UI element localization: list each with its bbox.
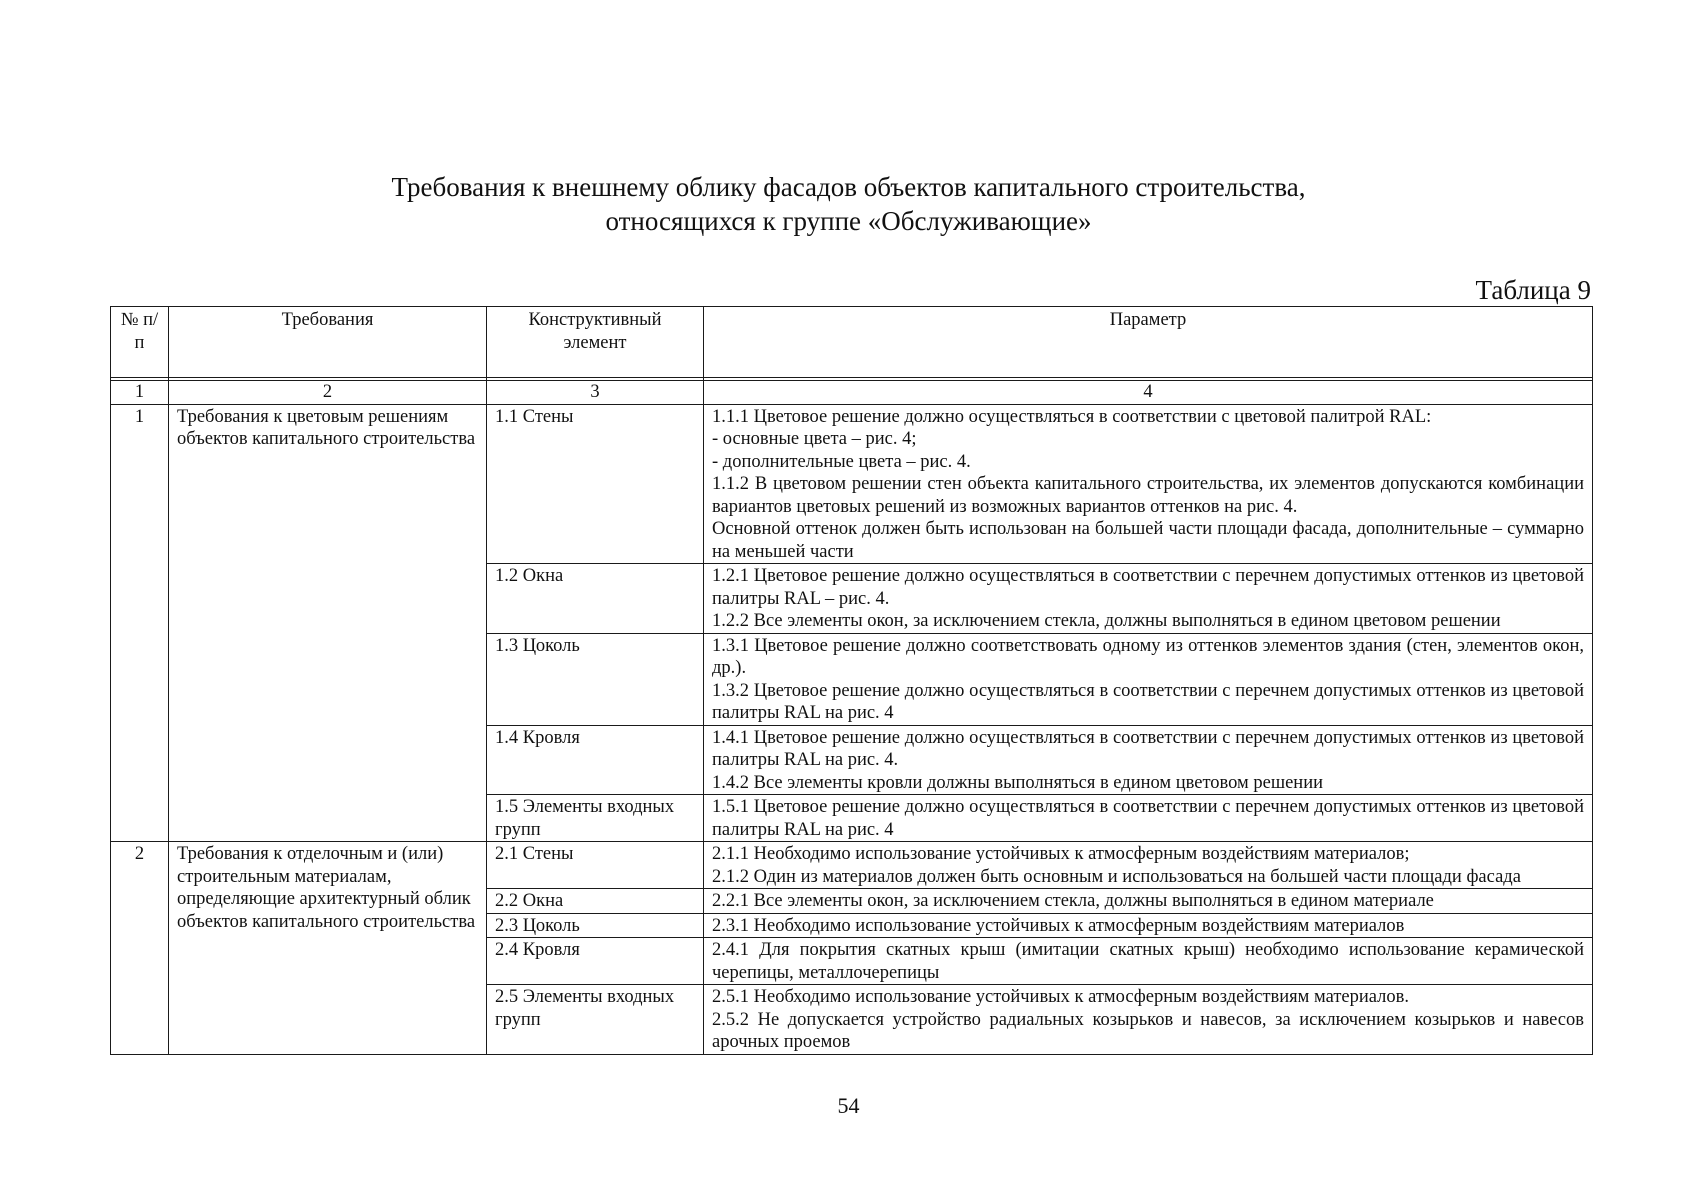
parameter-line: 2.5.2 Не допускается устройство радиальных козырьков и навесов, за исключением козырьков и навесов арочных проемов: [712, 1009, 1584, 1052]
table-row: [111, 404, 1593, 564]
parameter-line: 2.1.2 Один из материалов должен быть основным и использоваться на большей части площади фасада: [712, 866, 1521, 887]
column-number: 3: [487, 381, 704, 405]
page-title: [0, 170, 1697, 238]
table-label: Таблица 9: [1475, 275, 1591, 305]
parameter-line: Основной оттенок должен быть использован на большей части площади фасада, дополнительные – суммарно на меньшей части: [712, 519, 1584, 562]
parameter-cell: [704, 795, 1593, 842]
parameter-line: - дополнительные цвета – рис. 4.: [712, 451, 971, 472]
header-num: № п/п: [111, 307, 169, 378]
structural-element: 1.5 Элементы входных групп: [487, 795, 704, 842]
parameter-cell: [704, 564, 1593, 634]
parameter-cell: [704, 725, 1593, 795]
structural-element: 1.1 Стены: [487, 404, 704, 564]
group-requirement: Требования к отделочным и (или) строительным материалам, определяющие архитектурный облик объектов капитального строительства: [169, 842, 487, 1055]
structural-element: 2.1 Стены: [487, 842, 704, 889]
parameter-line: 2.4.1 Для покрытия скатных крыш (имитации скатных крыш) необходимо использование керамической черепицы, металлочерепицы: [712, 940, 1584, 983]
requirements-table: [110, 306, 1593, 1055]
group-number: 1: [111, 404, 169, 842]
parameter-line: 2.1.1 Необходимо использование устойчивых к атмосферным воздействиям материалов;: [712, 844, 1410, 864]
group-requirement: Требования к цветовым решениям объектов капитального строительства: [169, 404, 487, 842]
parameter-line: 1.2.1 Цветовое решение должно осуществляться в соответствии с перечнем допустимых оттенков из цветовой палитры RAL – рис. 4.: [712, 566, 1584, 609]
parameter-cell: [704, 633, 1593, 725]
structural-element: 2.5 Элементы входных групп: [487, 985, 704, 1055]
structural-element: 1.3 Цоколь: [487, 633, 704, 725]
structural-element: 2.2 Окна: [487, 889, 704, 914]
page-title-line-2: относящихся к группе «Обслуживающие»: [605, 206, 1092, 236]
structural-element: 2.4 Кровля: [487, 938, 704, 985]
parameter-line: 1.5.1 Цветовое решение должно осуществляться в соответствии с перечнем допустимых оттенков из цветовой палитры RAL на рис. 4: [712, 797, 1584, 840]
parameter-line: 2.2.1 Все элементы окон, за исключением стекла, должны выполняться в едином материале: [712, 891, 1434, 911]
header-element: Конструктивный элемент: [487, 307, 704, 378]
structural-element: 1.4 Кровля: [487, 725, 704, 795]
group-number: 2: [111, 842, 169, 1055]
parameter-cell: [704, 889, 1593, 914]
structural-element: 1.2 Окна: [487, 564, 704, 634]
parameter-line: 1.3.1 Цветовое решение должно соответствовать одному из оттенков элементов здания (стен, элементов окон, др.).: [712, 635, 1584, 678]
column-numbers-row: [111, 381, 1593, 405]
column-number: 2: [169, 381, 487, 405]
parameter-line: 2.5.1 Необходимо использование устойчивых к атмосферным воздействиям материалов.: [712, 987, 1409, 1007]
structural-element: 2.3 Цоколь: [487, 913, 704, 938]
table-header-row: [111, 307, 1593, 378]
parameter-line: 1.4.1 Цветовое решение должно осуществляться в соответствии с перечнем допустимых оттенков из цветовой палитры RAL на рис. 4.: [712, 727, 1584, 770]
column-number: 1: [111, 381, 169, 405]
parameter-cell: [704, 985, 1593, 1055]
parameter-line: 2.3.1 Необходимо использование устойчивых к атмосферным воздействиям материалов: [712, 915, 1405, 936]
header-requirements: Требования: [169, 307, 487, 378]
column-number: 4: [704, 381, 1593, 405]
parameter-line: 1.1.2 В цветовом решении стен объекта капитального строительства, их элементов допускаются комбинации вариантов цветовых решений из возможных вариантов оттенков на рис. 4.: [712, 474, 1584, 517]
parameter-line: 1.2.2 Все элементы окон, за исключением стекла, должны выполняться в едином цветовом решении: [712, 611, 1501, 631]
parameter-cell: [704, 842, 1593, 889]
table-row: [111, 842, 1593, 889]
parameter-cell: [704, 404, 1593, 564]
parameter-line: 1.4.2 Все элементы кровли должны выполняться в едином цветовом решении: [712, 772, 1324, 793]
parameter-line: 1.1.1 Цветовое решение должно осуществляться в соответствии с цветовой палитрой RAL:: [712, 406, 1432, 427]
header-parameter: Параметр: [704, 307, 1593, 378]
parameter-cell: [704, 913, 1593, 938]
page-title-line-1: Требования к внешнему облику фасадов объектов капитального строительства,: [391, 172, 1306, 202]
parameter-cell: [704, 938, 1593, 985]
parameter-line: 1.3.2 Цветовое решение должно осуществляться в соответствии с перечнем допустимых оттенков из цветовой палитры RAL на рис. 4: [712, 680, 1584, 723]
parameter-line: - основные цвета – рис. 4;: [712, 429, 917, 449]
page-number: 54: [837, 1093, 860, 1118]
